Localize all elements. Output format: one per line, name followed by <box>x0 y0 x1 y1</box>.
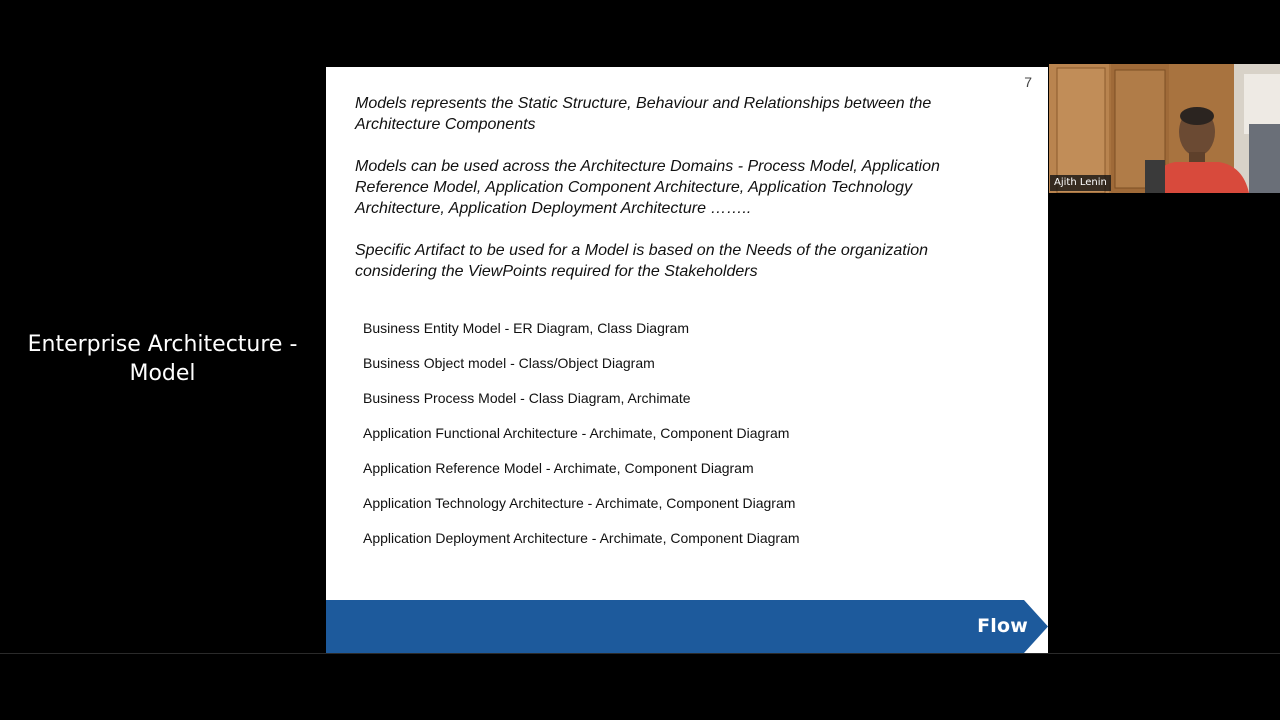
bottom-divider <box>0 653 1280 654</box>
list-item: Application Deployment Architecture - Archimate, Component Diagram <box>363 530 800 546</box>
section-title: Enterprise Architecture - Model <box>27 332 298 386</box>
intro-paragraph: Specific Artifact to be used for a Model is based on the Needs of the organization considering the ViewPoints required for the Stakeholders <box>355 242 929 280</box>
presentation-slide <box>326 67 1048 653</box>
footer-bar-shape <box>326 600 1048 653</box>
slide-footer-bar <box>326 600 1048 653</box>
model-list <box>363 317 1003 562</box>
participant-video-tile[interactable] <box>1049 64 1280 193</box>
participant-name-label: Ajith Lenin <box>1050 175 1111 191</box>
slide-intro <box>355 93 1005 303</box>
intro-paragraph: Models can be used across the Architecture Domains - Process Model, Application Reference Model, Application Component Architecture, Application Technology Architecture, Application Deployment Architecture …….. <box>355 158 940 217</box>
list-item: Business Object model - Class/Object Diagram <box>363 355 655 371</box>
list-item: Business Process Model - Class Diagram, Archimate <box>363 390 691 406</box>
intro-paragraph: Models represents the Static Structure, Behaviour and Relationships between the Architecture Components <box>355 95 932 133</box>
flow-logo: Flow <box>977 615 1028 637</box>
participant-video-feed <box>1049 64 1280 193</box>
list-item: Application Technology Architecture - Archimate, Component Diagram <box>363 495 796 511</box>
list-item: Business Entity Model - ER Diagram, Class Diagram <box>363 320 689 336</box>
list-item: Application Reference Model - Archimate, Component Diagram <box>363 460 754 476</box>
slide-page-number: 7 <box>1024 74 1032 90</box>
list-item: Application Functional Architecture - Archimate, Component Diagram <box>363 425 790 441</box>
